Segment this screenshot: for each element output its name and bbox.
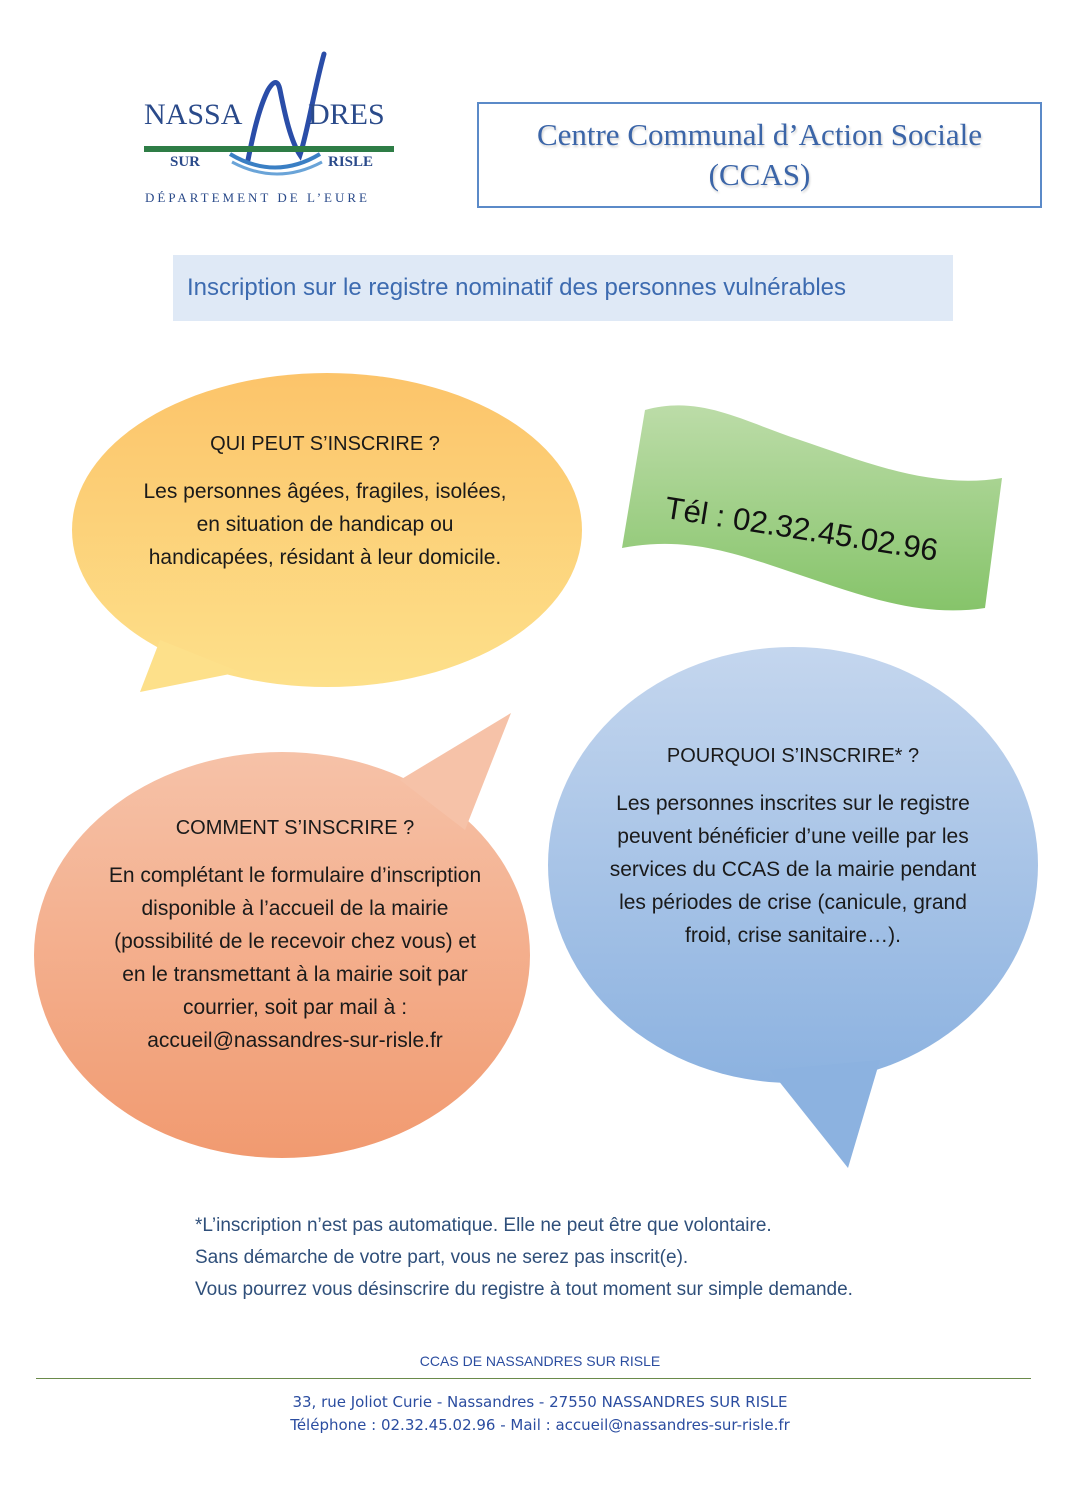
bubble-comment (105, 812, 485, 1057)
logo-name-right: DRES (308, 98, 385, 131)
title-box (477, 102, 1042, 208)
footnote-line-2: Sans démarche de votre part, vous ne serez pas inscrit(e). (195, 1247, 689, 1268)
footnote-line-1: *L’inscription n’est pas automatique. Elle ne peut être que volontaire. (195, 1215, 772, 1236)
footer-org: CCAS DE NASSANDRES SUR RISLE (419, 1353, 661, 1369)
footer-divider (36, 1378, 1031, 1379)
title-line-2: (CCAS) (708, 157, 811, 192)
footer-contact: Téléphone : 02.32.45.02.96 - Mail : accueil@nassandres-sur-risle.fr (290, 1416, 790, 1434)
footnote-line-3: Vous pourrez vous désinscrire du registre à tout moment sur simple demande. (195, 1279, 853, 1300)
bubble-qui (140, 428, 510, 574)
bubble-comment-heading: COMMENT S’INSCRIRE ? (175, 817, 415, 839)
logo-name-left: NASSA (144, 98, 243, 131)
bubble-pourquoi (603, 740, 983, 952)
bubble-pourquoi-body: Les personnes inscrites sur le registre peuvent bénéficier d’une veille par les services du CCAS de la mairie pendant les périodes de crise (canicule, grand froid, crise sanitaire…). (609, 792, 977, 947)
bubble-qui-body: Les personnes âgées, fragiles, isolées, en situation de handicap ou handicapées, résidant à leur domicile. (143, 480, 507, 569)
bubble-comment-body: En complétant le formulaire d’inscription disponible à l’accueil de la mairie (possibilité de le recevoir chez vous) et en le transmettant à la mairie soit par courrier, soit par mail à : accueil@nassandres-sur-risle.fr (108, 864, 482, 1052)
phone-banner-text: Tél : 02.32.45.02.96 (662, 490, 941, 568)
bubble-qui-heading: QUI PEUT S’INSCRIRE ? (210, 433, 440, 455)
footer-address: 33, rue Joliot Curie - Nassandres - 27550 NASSANDRES SUR RISLE (292, 1393, 788, 1411)
logo-department: DÉPARTEMENT DE L’EURE (145, 190, 370, 205)
footer-contact-block (0, 1391, 1080, 1437)
subtitle-band (173, 255, 953, 321)
subtitle-text: Inscription sur le registre nominatif des personnes vulnérables (187, 274, 847, 301)
title-line-1: Centre Communal d’Action Sociale (536, 117, 983, 152)
logo-sur: SUR (170, 154, 201, 170)
logo (140, 50, 400, 210)
logo-risle: RISLE (328, 154, 374, 170)
footnote (195, 1210, 853, 1306)
bubble-pourquoi-heading: POURQUOI S’INSCRIRE* ? (666, 745, 920, 767)
